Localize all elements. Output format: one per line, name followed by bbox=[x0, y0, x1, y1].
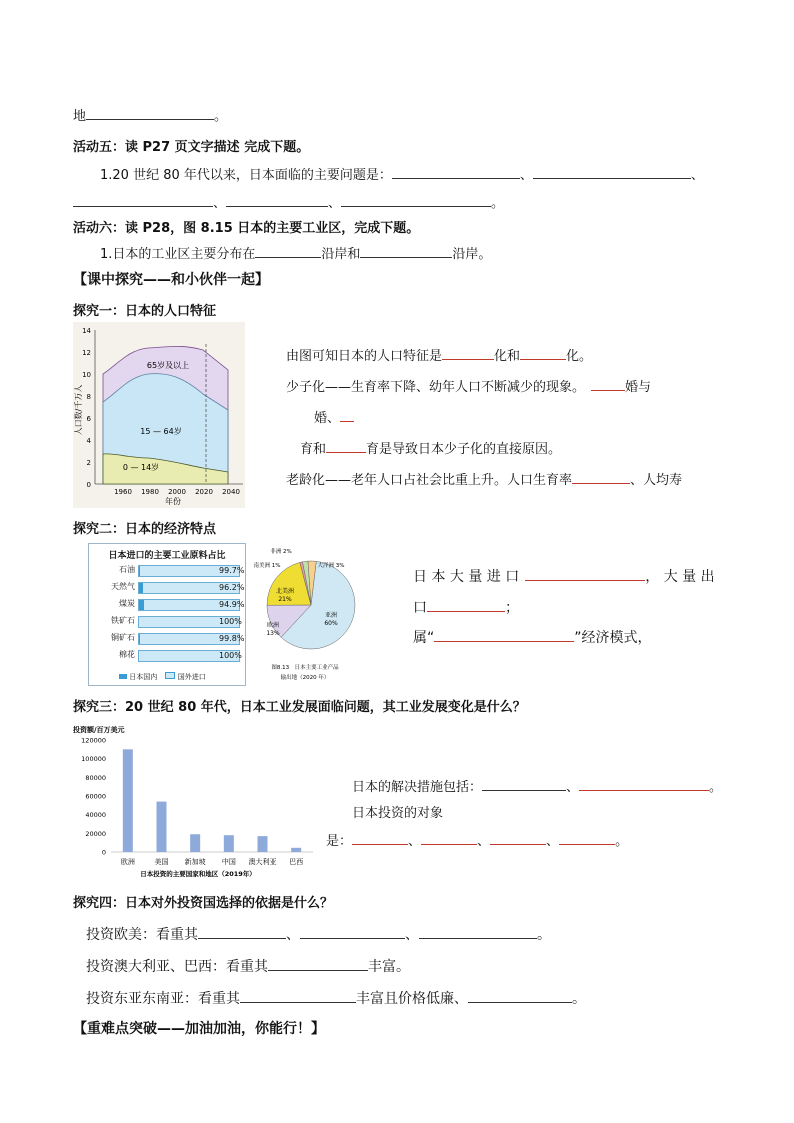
pie-label: 欧洲 bbox=[266, 622, 280, 629]
answer-blank[interactable] bbox=[360, 245, 452, 258]
end: 。 bbox=[572, 991, 586, 1007]
invest-x-labels bbox=[121, 857, 303, 866]
e4-text: 投资澳大利亚、巴西：看重其 bbox=[86, 959, 268, 975]
invest-y-tick-label: 40000 bbox=[85, 811, 106, 820]
pie-caption-2: 输出地（2020 年） bbox=[280, 675, 330, 681]
import-table-title: 日本进口的主要工业原料占比 bbox=[108, 551, 226, 561]
e1-text: 少子化——生育率下降、幼年人口不断减少的现象。 bbox=[286, 380, 586, 395]
population-chart bbox=[73, 322, 245, 508]
sep: 、 bbox=[213, 196, 227, 211]
sep: 、 bbox=[328, 196, 342, 211]
import-row-bar bbox=[138, 565, 245, 577]
x-tick-label: 2020 bbox=[195, 488, 213, 496]
e4-text: 丰富。 bbox=[368, 959, 410, 975]
invest-y-ticks bbox=[81, 737, 106, 857]
explore4-title: 探究四：日本对外投资国选择的依据是什么？ bbox=[73, 896, 334, 911]
explore2-line3 bbox=[413, 627, 652, 647]
answer-blank[interactable] bbox=[419, 926, 537, 939]
import-row-bar bbox=[138, 633, 245, 645]
pie-label-value: 21% bbox=[278, 596, 292, 603]
y-tick-label: 0 bbox=[86, 481, 91, 489]
invest-unit-label: 投资额/百万美元 bbox=[73, 726, 125, 734]
explore3-line3 bbox=[326, 830, 628, 849]
pie-label: 非洲 2% bbox=[270, 549, 292, 555]
e1-text: 婚、 bbox=[314, 411, 341, 426]
import-table-figure bbox=[88, 543, 246, 686]
import-row-value: 94.9% bbox=[219, 600, 245, 609]
answer-blank[interactable] bbox=[490, 832, 546, 845]
e2-text: 日 本 大 量 进 口 bbox=[413, 569, 520, 585]
answer-blank[interactable] bbox=[579, 778, 709, 791]
x-axis-label: 年份 bbox=[165, 497, 181, 506]
import-row-value: 96.2% bbox=[219, 583, 245, 592]
act6-q1 bbox=[100, 243, 491, 262]
legend-import: 国外进口 bbox=[177, 673, 206, 681]
answer-blank[interactable] bbox=[300, 926, 405, 939]
top-prefix: 地 bbox=[73, 109, 87, 124]
e2-text: 属“ bbox=[413, 630, 435, 646]
answer-blank[interactable] bbox=[226, 194, 328, 207]
pie-label: 南美洲 1% bbox=[253, 563, 281, 569]
e3-text: 是： bbox=[326, 834, 353, 849]
invest-bar bbox=[224, 835, 234, 852]
sep: 、 bbox=[477, 834, 491, 849]
answer-blank[interactable] bbox=[572, 471, 630, 484]
answer-blank[interactable] bbox=[198, 926, 286, 939]
invest-y-tick-label: 120000 bbox=[81, 736, 106, 745]
invest-x-label: 美国 bbox=[154, 858, 169, 866]
sep: 、 bbox=[546, 834, 560, 849]
invest-bar bbox=[123, 749, 133, 852]
invest-x-label: 中国 bbox=[221, 858, 236, 866]
y-tick-label: 8 bbox=[86, 393, 91, 401]
invest-bar bbox=[291, 848, 301, 852]
e2-text: ； bbox=[505, 600, 519, 616]
pie-label-value: 60% bbox=[324, 620, 338, 627]
answer-blank[interactable] bbox=[73, 194, 213, 207]
x-tick-label: 2040 bbox=[222, 488, 240, 496]
e1-text: 由图可知日本的人口特征是 bbox=[286, 349, 443, 364]
import-row-bar bbox=[138, 599, 245, 611]
x-tick-label: 2000 bbox=[168, 488, 186, 496]
y-tick-label: 14 bbox=[82, 327, 91, 335]
import-row-value: 99.7% bbox=[219, 566, 245, 575]
answer-blank[interactable] bbox=[340, 409, 354, 422]
invest-y-tick-label: 100000 bbox=[81, 755, 106, 764]
pie-label: 北美洲 bbox=[275, 588, 295, 595]
explore4-line1 bbox=[86, 924, 551, 944]
act5-q1 bbox=[100, 164, 704, 183]
top-line bbox=[73, 105, 227, 124]
import-legend bbox=[119, 672, 206, 682]
answer-blank[interactable] bbox=[240, 990, 356, 1003]
x-tick-label: 1980 bbox=[141, 488, 159, 496]
label-0-14: 0 — 14岁 bbox=[122, 463, 160, 472]
answer-blank[interactable] bbox=[482, 778, 566, 791]
invest-y-tick-label: 20000 bbox=[85, 829, 106, 838]
answer-blank[interactable] bbox=[434, 629, 574, 642]
invest-bar bbox=[157, 802, 167, 852]
explore1-line1 bbox=[286, 345, 592, 364]
pie-slices bbox=[254, 547, 355, 649]
explore1-line5 bbox=[286, 469, 682, 488]
e3-text: 日本的解决措施包括： bbox=[352, 780, 483, 795]
y-tick-label: 6 bbox=[86, 415, 91, 423]
legend-domestic: 日本国内 bbox=[129, 673, 158, 681]
invest-bars bbox=[123, 749, 301, 852]
e2-text: 口 bbox=[413, 600, 427, 616]
answer-blank[interactable] bbox=[520, 347, 566, 360]
answer-blank[interactable] bbox=[392, 166, 520, 179]
act6-text: 沿岸和 bbox=[321, 247, 361, 262]
y-tick-label: 2 bbox=[86, 459, 91, 467]
explore3-line2: 日本投资的对象 bbox=[352, 806, 444, 821]
invest-x-label: 欧洲 bbox=[120, 858, 135, 866]
answer-blank[interactable] bbox=[352, 832, 408, 845]
invest-x-label: 巴西 bbox=[289, 858, 304, 866]
investment-bar-chart bbox=[73, 722, 323, 882]
end: 。 bbox=[709, 780, 723, 795]
explore3-line1 bbox=[352, 776, 722, 795]
legend-swatch-import bbox=[165, 672, 175, 679]
import-row-name: 天然气 bbox=[111, 582, 135, 591]
sep: 、 bbox=[405, 927, 419, 943]
import-row-name: 石油 bbox=[119, 565, 135, 574]
import-row bbox=[93, 649, 241, 661]
act5-q1-text: 1.20 世纪 80 年代以来，日本面临的主要问题是： bbox=[100, 168, 392, 183]
answer-blank[interactable] bbox=[421, 832, 477, 845]
import-row-name: 棉花 bbox=[119, 650, 135, 659]
e1-text: 育和 bbox=[300, 442, 327, 457]
e1-text: 、人均寿 bbox=[630, 473, 683, 488]
import-row-name: 铁矿石 bbox=[111, 616, 135, 625]
explore1-line4 bbox=[300, 438, 561, 457]
import-row bbox=[93, 564, 245, 576]
answer-blank[interactable] bbox=[533, 166, 691, 179]
answer-blank[interactable] bbox=[468, 990, 572, 1003]
import-row bbox=[93, 581, 245, 593]
y-axis-label: 人口数/千万人 bbox=[74, 384, 83, 436]
label-15-64: 15 — 64岁 bbox=[140, 427, 182, 436]
invest-y-tick-label: 80000 bbox=[85, 773, 106, 782]
top-end: 。 bbox=[214, 109, 228, 124]
e1-text: 化。 bbox=[566, 349, 593, 364]
import-row-name: 煤炭 bbox=[119, 599, 135, 608]
invest-y-tick-label: 60000 bbox=[85, 792, 106, 801]
section-heading-2: 【重难点突破——加油加油，你能行！】 bbox=[73, 1021, 325, 1037]
act5-q1-cont bbox=[73, 192, 504, 211]
invest-bar bbox=[258, 836, 268, 852]
invest-bar bbox=[190, 834, 200, 852]
sep: 、 bbox=[519, 168, 533, 183]
e1-text: 老龄化——老年人口占社会比重上升。人口生育率 bbox=[286, 473, 573, 488]
act6-text: 1.日本的工业区主要分布在 bbox=[100, 247, 256, 262]
e4-text: 丰富且价格低廉、 bbox=[356, 991, 468, 1007]
explore1-line2 bbox=[286, 376, 651, 395]
invest-caption: 日本投资的主要国家和地区（2019年） bbox=[140, 870, 256, 878]
answer-blank[interactable] bbox=[341, 194, 491, 207]
explore1-title: 探究一：日本的人口特征 bbox=[73, 304, 217, 319]
legend-swatch-domestic bbox=[119, 674, 127, 679]
e1-text: 育是导致日本少子化的直接原因。 bbox=[366, 442, 562, 457]
import-row-domestic-fill bbox=[139, 600, 144, 610]
e1-text: 化和 bbox=[494, 349, 521, 364]
answer-blank[interactable] bbox=[525, 568, 645, 581]
act5-title: 活动五：读 P27 页文字描述 完成下题。 bbox=[73, 140, 310, 155]
import-row-bar bbox=[138, 616, 240, 628]
e1-text: 婚与 bbox=[625, 380, 652, 395]
e2-text: ”经济模式， bbox=[574, 630, 652, 646]
e2-text: ， 大 量 出 bbox=[645, 569, 715, 585]
sep: 、 bbox=[408, 834, 422, 849]
answer-blank[interactable] bbox=[442, 347, 494, 360]
import-row bbox=[93, 598, 245, 610]
y-tick-label: 4 bbox=[86, 437, 91, 445]
explore4-line2 bbox=[86, 956, 410, 976]
y-tick-label: 10 bbox=[82, 371, 91, 379]
answer-blank[interactable] bbox=[427, 599, 505, 612]
import-row-value: 99.8% bbox=[219, 634, 245, 643]
x-tick-label: 1960 bbox=[114, 488, 132, 496]
pie-label: 大洋洲 3% bbox=[317, 563, 345, 569]
end: 。 bbox=[491, 196, 505, 211]
import-row-domestic-fill bbox=[139, 583, 143, 593]
e4-text: 投资欧美：看重其 bbox=[86, 927, 198, 943]
end: 。 bbox=[537, 927, 551, 943]
pie-label: 亚洲 bbox=[324, 612, 338, 619]
act6-title: 活动六：读 P28，图 8.15 日本的主要工业区，完成下题。 bbox=[73, 221, 420, 236]
end: 。 bbox=[615, 834, 629, 849]
sep: 、 bbox=[566, 780, 580, 795]
import-row-bar bbox=[138, 650, 240, 662]
import-row-value: 100% bbox=[219, 651, 242, 660]
answer-blank[interactable] bbox=[86, 107, 214, 120]
sep: 、 bbox=[286, 927, 300, 943]
invest-x-label: 新加坡 bbox=[184, 858, 206, 866]
section-heading-1: 【课中探究——和小伙伴一起】 bbox=[73, 272, 269, 288]
answer-blank[interactable] bbox=[268, 958, 368, 971]
act6-text: 沿岸。 bbox=[452, 247, 492, 262]
import-row-value: 100% bbox=[219, 617, 242, 626]
invest-x-label: 澳大利亚 bbox=[248, 858, 277, 866]
export-pie-chart bbox=[253, 543, 357, 686]
e4-text: 投资东亚东南亚：看重其 bbox=[86, 991, 240, 1007]
invest-y-tick-label: 0 bbox=[101, 848, 106, 857]
answer-blank[interactable] bbox=[559, 832, 615, 845]
import-row-name: 铜矿石 bbox=[111, 633, 135, 642]
import-row-bar bbox=[138, 582, 245, 594]
explore4-line3 bbox=[86, 988, 586, 1008]
answer-blank[interactable] bbox=[255, 245, 321, 258]
explore1-line3 bbox=[314, 407, 354, 426]
answer-blank[interactable] bbox=[591, 378, 625, 391]
sep: 、 bbox=[690, 168, 704, 183]
pie-label-value: 13% bbox=[266, 630, 280, 637]
import-row bbox=[93, 615, 241, 627]
answer-blank[interactable] bbox=[326, 440, 366, 453]
pie-caption-1: 图8.13 日本主要工业产品 bbox=[271, 665, 339, 671]
label-65-plus: 65岁及以上 bbox=[146, 361, 190, 370]
y-tick-label: 12 bbox=[82, 349, 91, 357]
explore2-line1 bbox=[413, 566, 715, 586]
explore2-title: 探究二：日本的经济特点 bbox=[73, 522, 217, 537]
import-row bbox=[93, 632, 245, 644]
explore2-line2 bbox=[413, 597, 519, 617]
explore3-title: 探究三：20 世纪 80 年代，日本工业发展面临问题，其工业发展变化是什么？ bbox=[73, 700, 526, 715]
